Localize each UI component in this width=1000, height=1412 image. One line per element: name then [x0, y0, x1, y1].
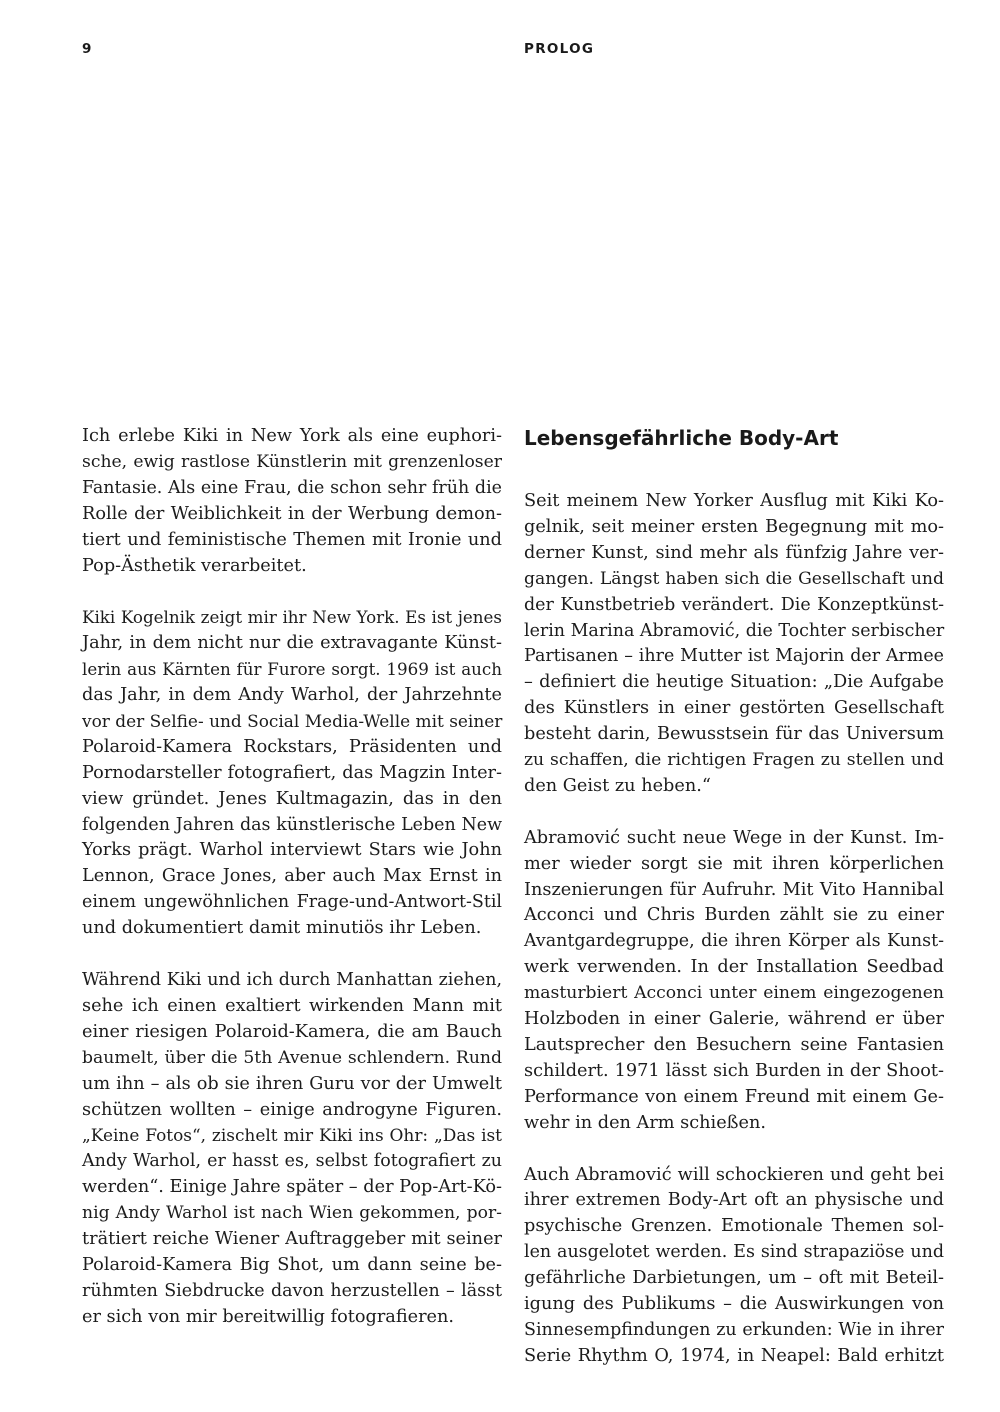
page-number: 9	[82, 41, 93, 57]
text-line: gefährliche Darbietungen, um – oft mit Beteil-	[524, 1268, 944, 1289]
text-line: derner Kunst, sind mehr als fünfzig Jahre ver-	[524, 542, 944, 563]
text-line: Kiki Kogelnik zeigt mir ihr New York. Es ist jenes	[82, 607, 502, 628]
text-line: Pop-Ästhetik verarbeitet.	[82, 555, 307, 576]
text-line: Polaroid-Kamera Big Shot, um dann seine be-	[82, 1254, 502, 1275]
text-line: einer riesigen Polaroid-Kamera, die am Bauch	[82, 1021, 502, 1042]
text-line: tiert und feministische Themen mit Ironie und	[82, 529, 502, 550]
text-line: psychische Grenzen. Emotionale Themen sol-	[524, 1216, 944, 1237]
text-line: Partisanen – ihre Mutter ist Majorin der Armee	[524, 646, 944, 667]
text-line: einem ungewöhnlichen Frage-und-Antwort-Stil	[82, 892, 502, 913]
text-line: besteht darin, Bewusstsein für das Universum	[524, 724, 944, 745]
text-line: Avantgardegruppe, die ihren Körper als Kunst-	[524, 931, 944, 952]
paragraph-1	[82, 424, 502, 579]
paragraph-3	[82, 968, 502, 1331]
text-line: vor der Selfie- und Social Media-Welle mit seiner	[82, 710, 503, 731]
text-line: Jahr, in dem nicht nur die extravagante Künst-	[82, 633, 502, 654]
text-line: view gründet. Jenes Kultmagazin, das in den	[82, 788, 502, 809]
text-line: rühmten Siebdrucke davon herzustellen – lässt	[82, 1280, 502, 1301]
text-line: Holzboden in einer Galerie, während er über	[524, 1009, 944, 1030]
text-line: trätiert reiche Wiener Auftraggeber mit seiner	[82, 1229, 502, 1250]
text-line: sehe ich einen exaltiert wirkenden Mann mit	[82, 995, 502, 1016]
text-line: mer wieder sorgt sie mit ihren körperlichen	[524, 853, 944, 874]
text-line: sche, ewig rastlose Künstlerin mit grenzenloser	[82, 451, 502, 472]
text-line: folgenden Jahren das künstlerische Leben New	[82, 814, 502, 835]
text-line: gelnik, seit meiner ersten Begegnung mit mo-	[524, 516, 944, 537]
text-line: das Jahr, in dem Andy Warhol, der Jahrzehnte	[82, 685, 502, 706]
running-head: PROLOG	[524, 41, 595, 57]
text-line: nig Andy Warhol ist nach Wien gekommen, por-	[82, 1203, 502, 1224]
text-line: Rolle der Weiblichkeit in der Werbung demon-	[82, 503, 502, 524]
paragraph-6	[524, 1163, 944, 1370]
text-line: um ihn – als ob sie ihren Guru vor der Umwelt	[82, 1073, 502, 1094]
text-line: Polaroid-Kamera Rockstars, Präsidenten und	[82, 736, 502, 757]
left-column	[82, 424, 502, 1357]
text-line: Performance von einem Freund mit einem Ge-	[524, 1086, 944, 1107]
text-line: Inszenierungen für Aufruhr. Mit Vito Hannibal	[524, 879, 944, 900]
text-line: schildert. 1971 lässt sich Burden in der Shoot-	[524, 1060, 944, 1081]
text-line: Seit meinem New Yorker Ausflug mit Kiki Ko-	[524, 491, 944, 511]
text-line: zu schaffen, die richtigen Fragen zu stellen und	[524, 750, 944, 771]
text-line: wehr in den Arm schießen.	[524, 1112, 766, 1133]
text-line: und dokumentiert damit minutiös ihr Leben.	[82, 918, 482, 939]
text-line: len ausgelotet werden. Es sind strapaziöse und	[524, 1242, 944, 1263]
paragraph-2	[82, 605, 502, 942]
text-line: igung des Publikums – die Auswirkungen von	[524, 1294, 944, 1315]
text-line: ihrer extremen Body-Art oft an physische und	[524, 1190, 944, 1211]
text-line: Pornodarsteller fotografiert, das Magzin Inter-	[82, 762, 502, 783]
text-line: Lennon, Grace Jones, aber auch Max Ernst in	[82, 866, 502, 887]
text-line: lerin Marina Abramović, die Tochter serbischer	[524, 620, 945, 641]
text-line: werden“. Einige Jahre später – der Pop-Art-Kö-	[82, 1177, 502, 1198]
text-line: Abramović sucht neue Wege in der Kunst. Im-	[524, 827, 944, 848]
text-line: er sich von mir bereitwillig fotografieren.	[82, 1306, 455, 1327]
text-line: Während Kiki und ich durch Manhattan ziehen,	[82, 970, 502, 990]
text-line: werk verwenden. In der Installation Seedbad	[524, 957, 944, 978]
text-line: „Keine Fotos“, zischelt mir Kiki ins Ohr: „Das ist	[82, 1125, 502, 1146]
text-line: Yorks prägt. Warhol interviewt Stars wie John	[82, 840, 502, 861]
text-line: – definiert die heutige Situation: „Die Aufgabe	[524, 672, 944, 693]
text-line: Lautsprecher den Besuchern seine Fantasien	[524, 1035, 944, 1056]
right-column	[524, 424, 944, 1396]
paragraph-4	[524, 489, 944, 800]
text-line: lerin aus Kärnten für Furore sorgt. 1969 ist auch	[82, 659, 502, 680]
text-line: masturbiert Acconci unter einem eingezogenen	[524, 983, 944, 1004]
text-line: Acconci und Chris Burden zählt sie zu einer	[524, 905, 944, 926]
paragraph-5	[524, 826, 944, 1137]
text-line: gangen. Längst haben sich die Gesellschaft und	[524, 568, 944, 589]
text-line: der Kunstbetrieb verändert. Die Konzeptkünst-	[524, 594, 944, 615]
text-line: Sinnesempfindungen zu erkunden: Wie in ihrer	[524, 1319, 944, 1340]
text-line: baumelt, über die 5th Avenue schlendern. Rund	[82, 1047, 502, 1068]
text-line: schützen wollten – einige androgyne Figuren.	[82, 1099, 502, 1120]
text-line: Fantasie. Als eine Frau, die schon sehr früh die	[82, 477, 502, 498]
text-line: Ich erlebe Kiki in New York als eine euphori-	[82, 426, 502, 446]
text-line: den Geist zu heben.“	[524, 775, 711, 796]
text-line: Andy Warhol, er hasst es, selbst fotografiert zu	[82, 1151, 502, 1172]
text-line: des Künstlers in einer gestörten Gesellschaft	[524, 698, 944, 719]
section-heading: Lebensgefährliche Body-Art	[524, 426, 839, 450]
text-line: Auch Abramović will schockieren und geht bei	[524, 1164, 944, 1185]
text-line: Serie Rhythm O, 1974, in Neapel: Bald erhitzt	[524, 1345, 944, 1366]
